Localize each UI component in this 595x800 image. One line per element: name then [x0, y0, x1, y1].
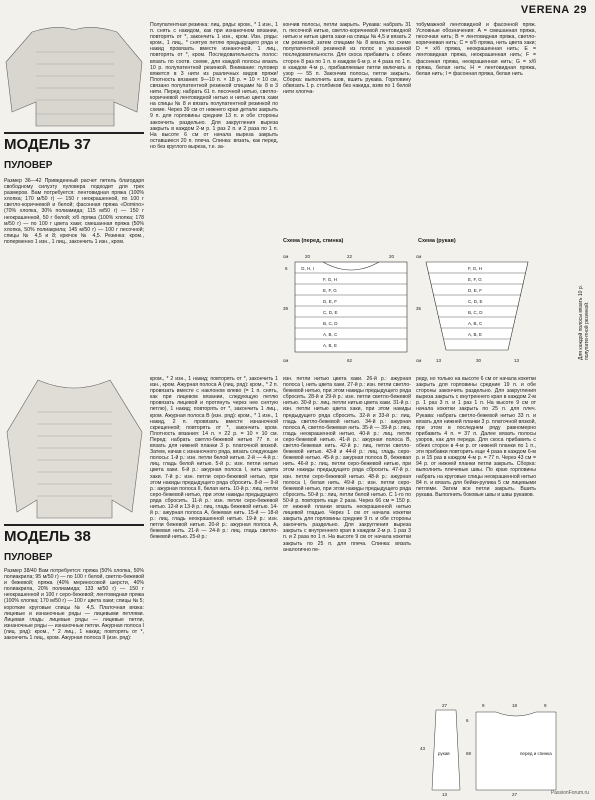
- brand-name: VERENA: [520, 4, 570, 16]
- m38-sleeve-top: 27: [442, 703, 448, 708]
- model38-text-col3: изн. петли нитью цвета хаки. 26-й р.: ажурная полоса I, нить цвета хаки. 27-й р.: изн. петли светло-бежевой нитью, при этом накиды предыдущего ряда сбросить. 28-й и 29-й р.: изн. петли светло-бежевой нитью. 30-й р.: лиц. петли нитью цвета хаки. 31-й р.: изн. петли нитью цвета хаки, при этом накиды предыдущего ряда сбросить. 32-й и 33-й р.: лиц. гладь светло-бежевой нитью. 34-й р.: ажурная полоса А, светло-бежевая нить. 35-й — 39-й р.: лиц. гладь неокрашенной нитью. 40-й р.: лиц. петли серо-бежевой нитью. 41-й р.: ажурная полоса В, светло-бежевая нить. 42-й р.: лиц. петли светло-бежевой нитью. 43-й и 44-й р.: лиц. гладь серо-бежевой нитью. 45-й р.: ажурная полоса В, бежевая нить. 46-й р.: лиц. петли серо-бежевой нитью, при этом накиды предыдущего ряда сбросить. 47-й р.: изн. петли серо-бежевой нитью. 48-й р.: ажурная полоса I, белая нить. 49-й р.: изн. петли серо-бежевой нитью, при этом накиды предыдущего ряда сбросить. 50-й р.: лиц. петли белой нитью. С 1-го по 50-й р. повторить еще 2 раза. Через 66 см = 150 р. от нижней планки вязать неокрашенной нитью лицевой гладью. Через 1 см от начала кокетки закрыть для горловины средние 9 п. и обе стороны закончить раздельно. Для закругления выреза закрыть с внутреннего края в каждом 2-м р. 1 раз 3 п. и 2 раза по 1 п. На высоте 9 см от начала кокетки закрыть по 25 п. для плеча. Спинка: вязать аналогично пе-: [283, 376, 411, 553]
- front-band-3: D, E, F: [323, 299, 338, 304]
- model37-text-col4: тобумажной лентовидной и фасонной пряж. Условные обозначения: А = смешанная пряжа, песочная нить; В = лентовидная пряжа, светло-коричневая нить; С = х/б пряжа, нить цвета хаки; D = х/б пряжа, неокрашенная нить; Е = лентовидная пряжа, неокрашенная нить; F = фасонная пряжа, неокрашенная нить; G = х/б пряжа, белая нить; Н = лентовидная пряжа, белая нить; I = фасонная пряжа, белая нить: [416, 22, 536, 77]
- m38-sleeve-left: 43: [420, 746, 426, 751]
- front-unit-top: см: [283, 254, 289, 259]
- front-dim-left-1: 39: [283, 306, 289, 311]
- front-band-4: C, D, E: [323, 310, 338, 315]
- sleeve-dim-bottom-0: 13: [436, 358, 442, 363]
- model38-schematic: [416, 700, 591, 798]
- front-band-7: A, B, E: [323, 343, 338, 348]
- watermark: PassionForum.ru: [550, 790, 589, 796]
- sleeve-band-6: A, B, E: [468, 332, 483, 337]
- sleeve-band-3: C, D, E: [468, 299, 483, 304]
- model38-text-col1: Размер 38/40 Вам потребуется: пряжа (50% хлопка, 50% полиакрила; 95 м/50 г) — по 100 г белой, светло-бежевой и бежевой; пряжа (40% мериносовой шерсти, 40% полиакрила, 20% полиамида; 133 м/50 г) — 150 г неокрашенной и 100 г серо-бежевой; лентовидная пряжа (100% хлопка; 170 м/50 г) — 100 г цвета хаки; спицы № 5; короткие круговые спицы № 4,5. Платочная вязка: лицевые и изнаночные ряды — лицевыми петлями. Лицевая гладь: лицевые ряды — лицевые петли, изнаночные ряды — изнаночные петли. Ажурная полоса I (лиц. ряд): кром., * 2 лиц., 1 накид; повторять от *, закончить 1 лиц., кром. Ажурная полоса II (изн. ряд):: [4, 568, 144, 642]
- model38-sweater-illustration: [2, 372, 147, 522]
- sleeve-unit-bottom: см: [416, 358, 422, 363]
- schema-sleeve: [416, 250, 541, 365]
- m38-sleeve-bottom: 13: [442, 792, 448, 797]
- front-band-6: A, B, C: [323, 332, 338, 337]
- front-dim-bottom: 62: [347, 358, 353, 363]
- front-band-0: G, H, I: [301, 266, 315, 271]
- sleeve-band-4: B, C, D: [468, 310, 483, 315]
- page-number: 29: [573, 4, 587, 16]
- m38-body-top-2: 9: [544, 703, 547, 708]
- front-dim-left-0: 6: [285, 266, 288, 271]
- sleeve-band-0: F, G, H: [468, 266, 483, 271]
- m38-body-left-1: 6: [466, 718, 469, 723]
- model38-subtitle: ПУЛОВЕР: [4, 552, 53, 563]
- model37-text-col1: Размер 36—42 Приведенный расчет петель благодаря свободному силуэту пуловера подходит для трех размеров. Вам потребуется: лентовидная пряжа (100% хлопка; 170 м/50 г) — 150 г неокрашенной, по 100 г светло-коричневой и белой; фасонная пряжа «Domino» (70% хлопка, 30% полиамида; 115 м/50 г) — 150 г неокрашенной, 50 г белой; х/б пряжа (100% хлопка; 178 м/50 г) — по 100 г цвета хаки; смешанная пряжа (50% хлопка, 50% полиакрила; 145 м/50 г) — 100 г песочной; спицы № 4,5 и 8; крючок № 4,5. Резинка: кром., поперменно 1 изн., 1 лиц., закончить 1 изн., кром.: [4, 178, 144, 245]
- front-band-1: F, G, H: [323, 277, 338, 282]
- m38-body-left-0: 69: [466, 751, 472, 756]
- model37-rule: [4, 132, 144, 134]
- m38-body-label: перед и спинка: [520, 751, 552, 756]
- sleeve-band-2: D, E, F: [468, 288, 483, 293]
- schema-sleeve-title: Схема (рукав): [418, 238, 456, 244]
- front-dim-top-1: 22: [347, 254, 353, 259]
- model38-text-col2: кром., * 2 изн., 1 накид; повторять от *, закончить 1 изн., кром. Ажурная полоса А (лиц. ряд): кром., * 2 п. провязать вместе с наклоном влево (= 1 п. снять, как при лицевом вязании, следующую петлю провязать лицевой и протянуть через нее снятую петлю), 1 накид; повторять от *, закончить 1 лиц., кром. Ажурная полоса В (изн. ряд): кром., * 1 изн., 1 накид, 2 п. провязать вместе изнаночной скрещенной; повторять от *, закончить кром. Плотность вязания: 14 п. × 22 р. = 10 × 10 см. Перед: набрать светло-бежевой нитью 77 п. и вязать для нижней планки 3 р. платочной вязкой. Затем, начав с изнаночного ряда, вязать следующие полосы: 1-й р.: изн. петли белой нитью. 2-й — 4-й р.: лиц. гладь белой нитью. 5-й р.: изн. петли нитью цвета хаки. 6-й р.: ажурная полоса I, нить цвета хаки. 7-й р.: изн. петли серо-бежевой нитью, при этом накиды предыдущего ряда сбросить. 8-й — 9-й р.: ажурная полоса II, белая нить. 10-й р.: лиц. петли серо-бежевой нитью, при этом накиды предыдущего ряда сбросить. 11-й р.: изн. петли серо-бежевой нитью. 12-й и 13-й р.: лиц. гладь бежевой нитью. 14-й р.: ажурная полоса А, бежевая нить. 15-й — 18-й р.: лиц. гладь неокрашенной нитью. 19-й р.: изн. петли бежевой нитью. 20-й р.: ажурная полоса А, бежевая нить. 21-й — 24-й р.: лиц. гладь светло-бежевой нитью. 25-й р.:: [150, 376, 278, 541]
- sleeve-band-5: A, B, C: [468, 321, 483, 326]
- m38-body-top-1: 18: [512, 703, 518, 708]
- model37-title: МОДЕЛЬ 37: [4, 136, 91, 153]
- model38-rule: [4, 524, 144, 526]
- m38-body-top-0: 9: [482, 703, 485, 708]
- model37-text-col3: кончив полосы, петли закрыть. Рукава: набрать 31 п. песочной нитью, светло-коричневой лентовидной нитью и нитью цвета хаки на спицы № 4,5 и вязать 2 см резинкой, затем спицами № 8 вязать по схеме полупатентной резинкой из полос в указанной последовательности. Для скоса прибавить с обеих сторон 8 раз по 1 п. в каждом 6-м р. и 4 раза по 1 п. в каждом 4-м р., прибавляемые петли включать в узор — 55 п. Закончив полосы, петли закрыть. Сборка: выполнить шов, вшить рукава. Горловину обвязать 1 р. столбиков без накида, взяв по 1 белой нити хлопча-: [283, 22, 411, 96]
- schema-front-title: Схема (перед, спинка): [283, 238, 344, 244]
- model37-subtitle: ПУЛОВЕР: [4, 160, 53, 171]
- model37-text-col2: Полупатентная резинка: лиц. ряды: кром., * 1 изн., 1 п. снять с накидом, как при изнаночном вязании, повторять от *, закончить 1 изн., кром. Изн. ряды: кром., 1 лиц., * снятую петлю предыдущего ряда и накид провязать вместе изнаночной, 1 лиц., повторять от *, кром. Последовательность полос: вязать по соотв. схеме, для каждой полосы вязать 10 р. полупатентной резинкой. Внимание: пуловер вяжется в 3 нити из различных видов пряжи! Плотность вязания: 9—10 п. × 18 р. = 10 × 10 см, связано полупатентной резинкой спицами № 8 в 3 нити. Перед: набрать 61 п. песочной нитью, светло-коричневой лентовидной нитью и нитью цвета хаки на спицы № 8 и вязать полупатентной резинкой по схеме. Через 39 см от нижнего края детали закрыть 9 п. для горловины средние 13 п. и обе стороны закончить раздельно. Для закругления выреза закрыть в каждом 2-м р. 1 раз 2 п. и 2 раза по 1 п. На высоте 6 см от начала выреза закрыть оставшиеся 20 п. плеча. Спинка: вязать, как перед, но без круглого выреза, т.е. за-: [150, 22, 278, 150]
- schema-front-back: [283, 250, 413, 365]
- front-band-5: B, C, D: [323, 321, 338, 326]
- model37-sweater-illustration: [2, 22, 147, 130]
- sleeve-dim-left: 35: [416, 306, 422, 311]
- m38-body-bottom: 27: [512, 792, 518, 797]
- front-band-2: E, F, G: [323, 288, 337, 293]
- front-dim-top-2: 20: [389, 254, 395, 259]
- front-unit-bottom: см: [283, 358, 289, 363]
- page-header: [521, 4, 587, 16]
- sleeve-dim-bottom-2: 13: [514, 358, 520, 363]
- stripe-note: Для каждой полосы вязать 10 р. полупатентной резинкой.: [578, 285, 590, 360]
- front-dim-top-0: 20: [305, 254, 311, 259]
- model38-title: МОДЕЛЬ 38: [4, 528, 91, 545]
- sleeve-band-1: E, F, G: [468, 277, 482, 282]
- m38-sleeve-label: рукав: [438, 751, 450, 756]
- sleeve-unit-top: см: [416, 254, 422, 259]
- sleeve-dim-bottom-1: 30: [476, 358, 482, 363]
- model38-text-col4: реду, но только на высоте 6 см от начала кокетки закрыть для горловины средние 19 п. и обе стороны закончить раздельно. Для закругления выреза закрыть с внутреннего края в каждом 2-м р. 1 раз 3 п. и 1 раз 1 п. На высоте 9 см от начала кокетки закрыть по 25 п. для плеч. Рукава: набрать светло-бежевой нитью 33 п. и вязать для нижней планки 3 р. платочной вязкой, при этом в последнем ряду равномерно прибавить 4 п. = 37 п. Далее вязать полосы узоров, как для переда. Для скоса прибавить с обеих сторон в 4-м р. от нижней планки по 1 п., эти прибавки повторить еще 4 раза в каждом 6-м р. и 15 раз в каждом 4-м р. = 77 п. Через 43 см = 94 р. от нижней планки петли закрыть. Сборка: выполнить плечевые швы. По краю горловины набрать на круговые спицы неокрашенной нитью 84 п. и вязать для бейки-рулика 5 см лицевыми петлями. Затем все петли закрыть. Вшить рукава. Выполнить боковые швы и швы рукавов.: [416, 376, 536, 498]
